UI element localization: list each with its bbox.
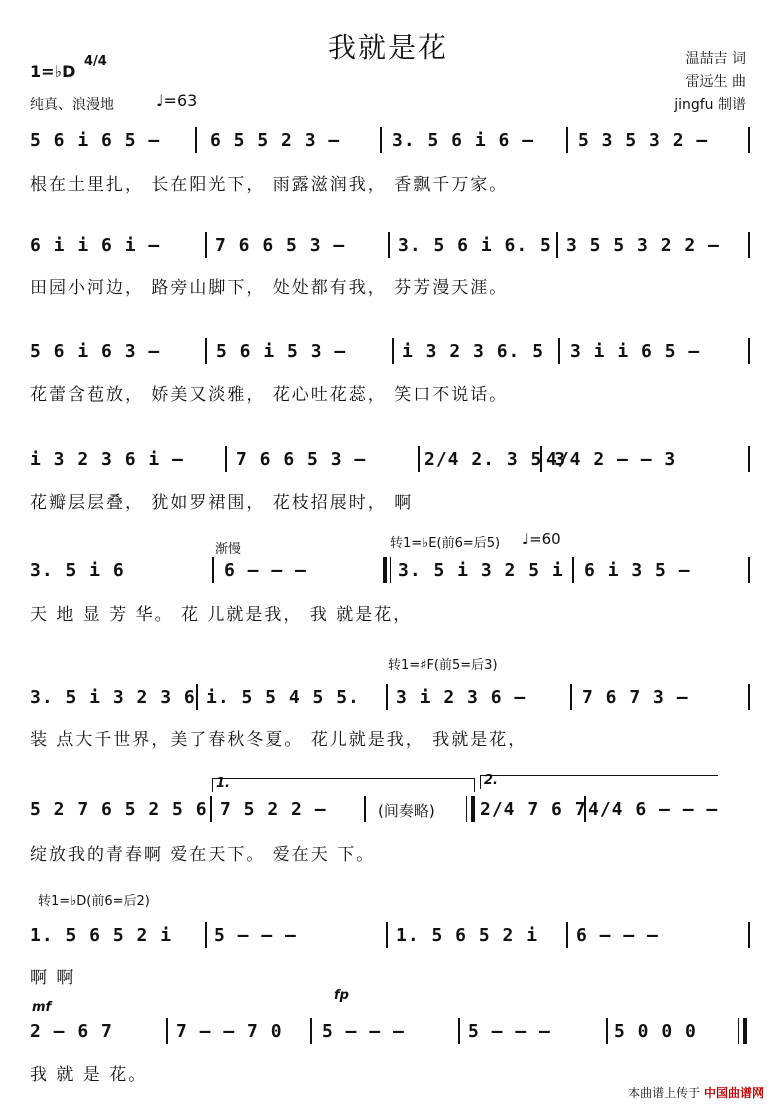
footer-watermark bbox=[628, 1084, 764, 1101]
key-signature: 1=♭D bbox=[30, 62, 76, 81]
ritardando-mark: 渐慢 bbox=[215, 542, 242, 557]
time-signature: 4/4 bbox=[84, 54, 107, 69]
measure: 6 5 5 2 3 – bbox=[210, 130, 341, 151]
measure: 2/4 7 6 7 bbox=[480, 799, 587, 820]
tempo-marking: ♩=60 bbox=[522, 530, 561, 548]
measure: 5 6 i 6 3 – bbox=[30, 341, 161, 362]
second-ending-label: 2. bbox=[484, 773, 498, 788]
dynamic-mark: fp bbox=[334, 988, 349, 1003]
measure: 2 – 6 7 bbox=[30, 1021, 113, 1042]
measure: 3 i i 6 5 – bbox=[570, 341, 701, 362]
measure: 1. 5 6 5 2 i bbox=[396, 925, 539, 946]
key-change-mark: 转1=♭E(前6=后5) bbox=[390, 536, 501, 551]
measure: 5 2 7 6 5 2 5 6 bbox=[30, 799, 208, 820]
measure: 5 6 i 5 3 – bbox=[216, 341, 347, 362]
lyrics-line: 田园小河边， 路旁山脚下， 处处都有我， 芬芳漫天涯。 bbox=[30, 278, 509, 298]
lyrics-line: 装 点大千世界，美了春秋冬夏。 花儿就是我， 我就是花， bbox=[30, 730, 528, 750]
interlude-omitted-note: (间奏略) bbox=[378, 802, 435, 820]
measure: i. 5 5 4 5 5. bbox=[206, 687, 360, 708]
key-change-mark: 转1=♭D(前6=后2) bbox=[38, 894, 150, 909]
measure: 3. 5 i 3 2 5 i bbox=[398, 560, 564, 581]
measure: 3 5 5 3 2 2 – bbox=[566, 235, 720, 256]
transcriber-credit: jingfu 制谱 bbox=[674, 97, 746, 113]
lyricist-credit: 温喆吉 词 bbox=[685, 51, 746, 67]
measure: i 3 2 3 6. 5 bbox=[402, 341, 545, 362]
lyrics-line: 绽放我的青春啊 爱在天下。 爱在天 下。 bbox=[30, 845, 376, 865]
first-ending-label: 1. bbox=[216, 776, 230, 791]
measure: 7 – – 7 0 bbox=[176, 1021, 283, 1042]
lyrics-line: 根在土里扎， 长在阳光下， 雨露滋润我， 香飘千万家。 bbox=[30, 175, 509, 195]
measure: 3. 5 6 i 6. 5 bbox=[398, 235, 552, 256]
key-change-mark: 转1=♯F(前5=后3) bbox=[388, 658, 498, 673]
measure: 7 6 6 5 3 – bbox=[236, 449, 367, 470]
measure: 3 i 2 3 6 – bbox=[396, 687, 527, 708]
measure: 6 i i 6 i – bbox=[30, 235, 161, 256]
measure: 6 – – – bbox=[224, 560, 307, 581]
lyrics-line: 啊 啊 bbox=[30, 968, 76, 988]
score-title: 我就是花 bbox=[327, 31, 448, 64]
tempo-text: 纯真、浪漫地 bbox=[30, 97, 114, 113]
measure: 5 – – – bbox=[214, 925, 297, 946]
lyrics-line: 天 地 显 芳 华。 花 儿就是我， 我 就是花， bbox=[30, 605, 413, 625]
measure: 7 6 6 5 3 – bbox=[215, 235, 346, 256]
lyrics-line: 花蕾含苞放， 娇美又淡雅， 花心吐花蕊， 笑口不说话。 bbox=[30, 385, 509, 405]
lyrics-line: 我 就 是 花。 bbox=[30, 1065, 148, 1085]
measure: 3. 5 6 i 6 – bbox=[392, 130, 535, 151]
measure: 4/4 2 – – 3 bbox=[546, 449, 677, 470]
measure: 5 – – – bbox=[322, 1021, 405, 1042]
measure: i 3 2 3 6 i – bbox=[30, 449, 184, 470]
footer-text: 本曲谱上传于 bbox=[628, 1086, 701, 1100]
measure: 5 6 i 6 5 – bbox=[30, 130, 161, 151]
measure: 1. 5 6 5 2 i bbox=[30, 925, 173, 946]
dynamic-mark: mf bbox=[32, 1000, 52, 1015]
composer-credit: 雷远生 曲 bbox=[685, 74, 746, 90]
measure: 6 – – – bbox=[576, 925, 659, 946]
measure: 5 0 0 0 bbox=[614, 1021, 697, 1042]
measure: 3. 5 i 6 bbox=[30, 560, 125, 581]
measure: 7 5 2 2 – bbox=[220, 799, 327, 820]
measure: 6 i 3 5 – bbox=[584, 560, 691, 581]
measure: 5 3 5 3 2 – bbox=[578, 130, 709, 151]
measure: 7 6 7 3 – bbox=[582, 687, 689, 708]
measure: 2/4 2. 3 5 3 bbox=[424, 449, 567, 470]
site-logo-text: 中国曲谱网 bbox=[703, 1086, 764, 1100]
measure: 4/4 6 – – – bbox=[588, 799, 719, 820]
measure: 5 – – – bbox=[468, 1021, 551, 1042]
tempo-marking: ♩=63 bbox=[156, 91, 198, 110]
measure: 3. 5 i 3 2 3 6 bbox=[30, 687, 196, 708]
lyrics-line: 花瓣层层叠， 犹如罗裙围， 花枝招展时， 啊 bbox=[30, 493, 414, 513]
